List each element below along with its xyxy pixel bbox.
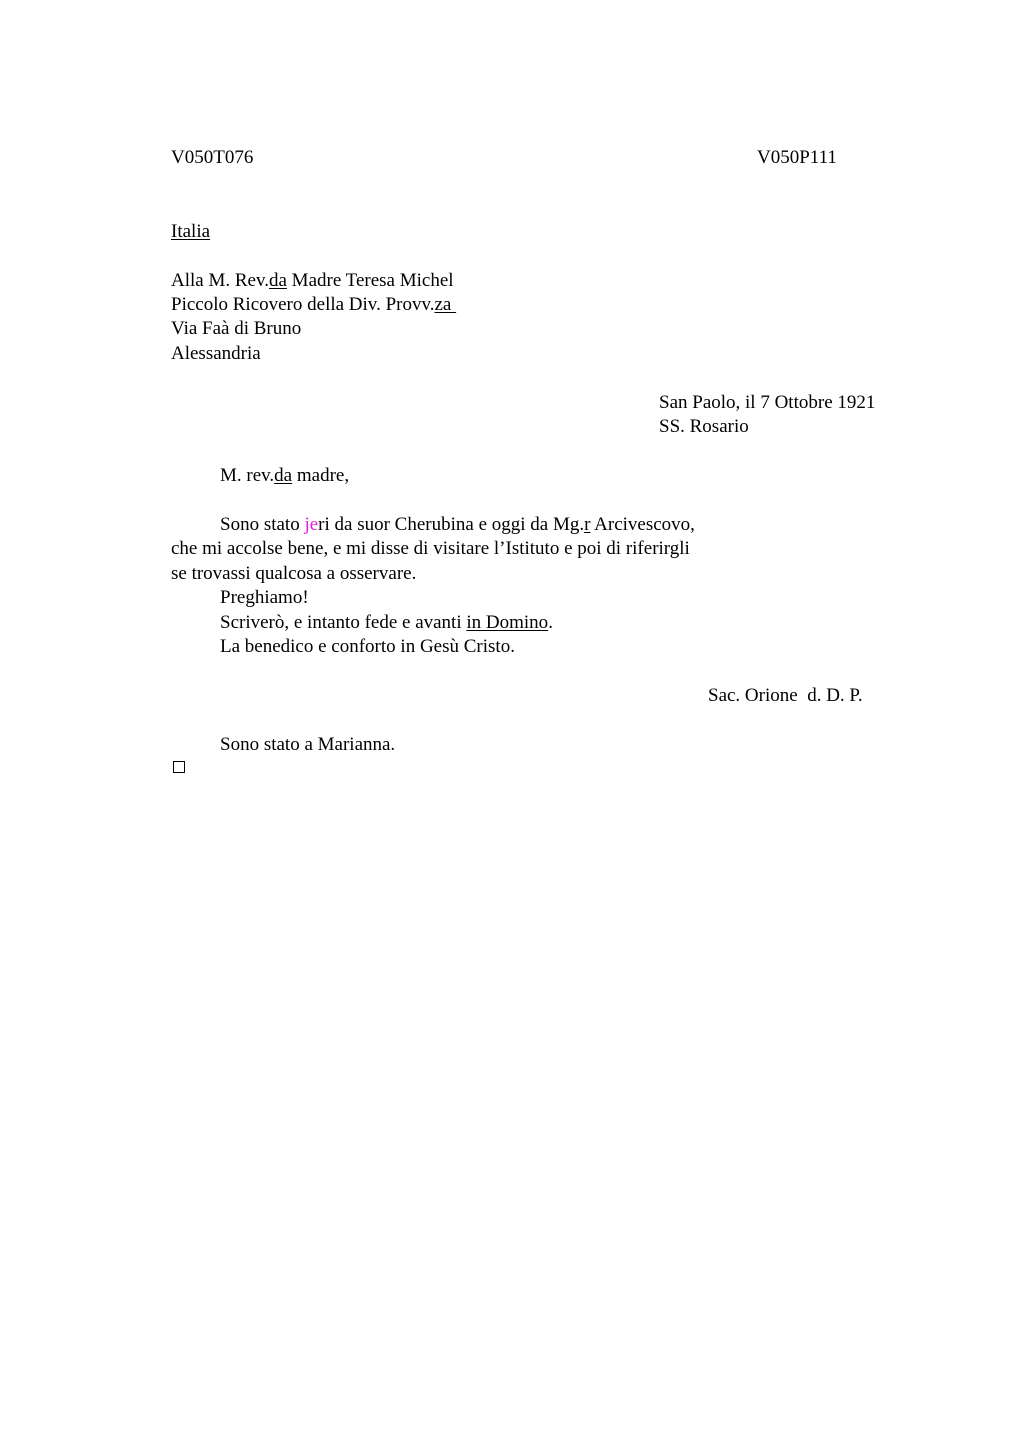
address-line-1	[171, 269, 454, 293]
body-line-5	[220, 611, 553, 635]
dateline: San Paolo, il 7 Ottobre 1921	[659, 392, 876, 413]
salutation-text: M. rev.	[220, 465, 275, 486]
body-line-2: che mi accolse bene, e mi disse di visitare l’Istituto e poi di riferirgli	[171, 538, 690, 559]
document-code-left: V050T076	[171, 147, 254, 168]
highlighted-text: je	[304, 514, 319, 535]
body-line-5-text: Scriverò, e intanto fede e avanti	[220, 612, 467, 633]
postscript: Sono stato a Marianna.	[220, 734, 396, 755]
body-line-5-end: .	[548, 612, 553, 633]
address-line-1-abbrev: da	[268, 270, 287, 291]
salutation-abbrev: da	[274, 465, 293, 486]
body-line-1-abbrev: r	[584, 514, 591, 535]
body-line-1-text: Sono stato	[220, 514, 305, 535]
body-line-1-mid: ri da suor Cherubina e oggi da Mg.	[318, 514, 585, 535]
address-line-1-text: Alla M. Rev.	[171, 270, 269, 291]
address-line-1-name: Madre Teresa Michel	[286, 270, 454, 291]
address-line-4: Alessandria	[171, 343, 261, 364]
salutation	[220, 464, 349, 488]
body-line-5-latin: in Domino	[466, 612, 549, 633]
address-line-2-text: Piccolo Ricovero della Div. Provv.	[171, 294, 435, 315]
address-line-2	[171, 293, 456, 317]
body-line-4: Preghiamo!	[220, 587, 309, 608]
signature: Sac. Orione d. D. P.	[708, 685, 863, 706]
body-line-6: La benedico e conforto in Gesù Cristo.	[220, 636, 515, 657]
document-code-right: V050P111	[757, 147, 837, 168]
body-line-1-end: Arcivescovo,	[590, 514, 695, 535]
body-line-1	[220, 513, 695, 537]
body-line-3: se trovassi qualcosa a osservare.	[171, 563, 417, 584]
checkbox-square-icon	[173, 761, 185, 773]
dateline-feast: SS. Rosario	[659, 416, 749, 437]
address-line-3: Via Faà di Bruno	[171, 318, 302, 339]
country-label: Italia	[171, 221, 211, 242]
salutation-rest: madre,	[292, 465, 350, 486]
address-line-2-abbrev: za	[434, 294, 457, 315]
